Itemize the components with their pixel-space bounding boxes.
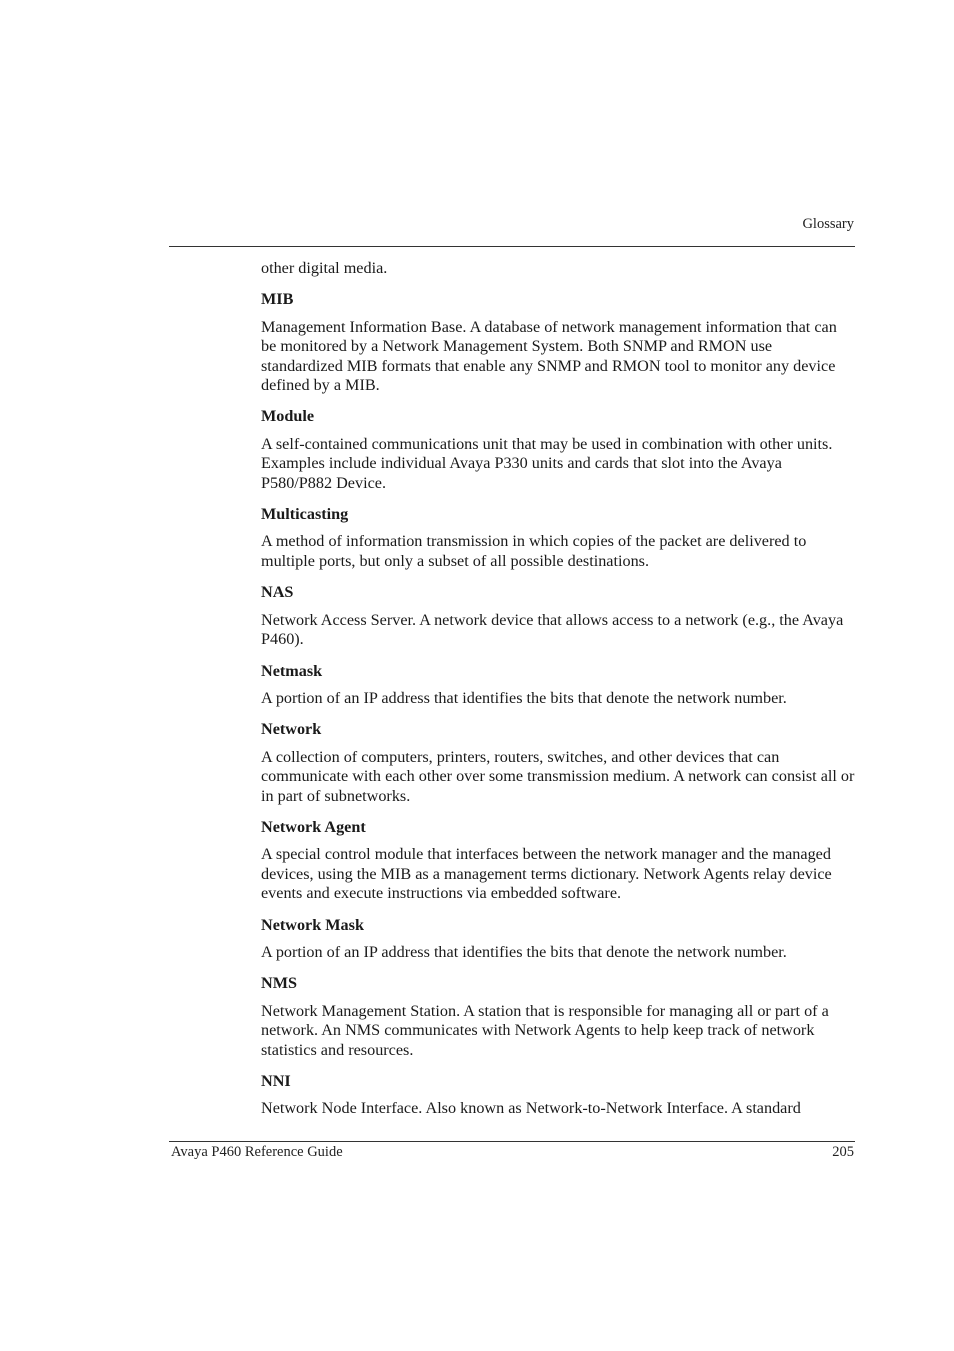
term-network-agent: Network Agent — [261, 817, 366, 836]
definition-nms: Network Management Station. A station that is responsible for managing all or part of a network. An NMS communicates with Network Agents to help keep track of network statistics and resources. — [261, 1001, 829, 1059]
term-nms: NMS — [261, 974, 297, 993]
definition-network: A collection of computers, printers, routers, switches, and other devices that can communicate with each other over some transmission medium. A network can consist all or in part of subnetworks. — [261, 747, 855, 805]
running-header: Glossary — [802, 216, 854, 232]
glossary-entry-module — [261, 407, 855, 493]
definition-network-mask: A portion of an IP address that identifies the bits that denote the network number. — [261, 942, 787, 961]
glossary-entry-mib — [261, 290, 855, 395]
glossary-content — [261, 259, 855, 1131]
glossary-entry-network-agent — [261, 818, 855, 904]
term-netmask: Netmask — [261, 661, 323, 680]
term-network-mask: Network Mask — [261, 915, 364, 934]
glossary-entry-network-mask — [261, 916, 855, 963]
definition-multicasting: A method of information transmission in which copies of the packet are delivered to multiple ports, but only a subset of all possible destinations. — [261, 532, 807, 570]
continued-text: other digital media. — [261, 259, 388, 277]
term-nas: NAS — [261, 583, 294, 602]
glossary-entry-netmask — [261, 662, 855, 709]
definition-netmask: A portion of an IP address that identifies the bits that denote the network number. — [261, 688, 787, 707]
term-nni: NNI — [261, 1072, 291, 1090]
header-divider — [169, 246, 855, 247]
term-mib: MIB — [261, 290, 294, 309]
glossary-entry-multicasting — [261, 505, 855, 571]
glossary-entry-network — [261, 720, 855, 806]
glossary-entry-nms — [261, 974, 855, 1060]
page-number: 205 — [832, 1144, 854, 1160]
term-module: Module — [261, 407, 315, 426]
term-network: Network — [261, 720, 322, 739]
footer-title: Avaya P460 Reference Guide — [171, 1144, 343, 1160]
definition-module: A self-contained communications unit that may be used in combination with other units. Examples include individual Avaya P330 units and cards that slot into the Avaya P580/P882 Device. — [261, 434, 833, 492]
definition-mib: Management Information Base. A database of network management information that can be monitored by a Network Management System. Both SNMP and RMON use standardized MIB formats that enable any SNMP and RMON tool to monitor any device defined by a MIB. — [261, 317, 837, 395]
glossary-entry-nni — [261, 1072, 855, 1119]
definition-network-agent: A special control module that interfaces between the network manager and the managed devices, using the MIB as a management terms dictionary. Network Agents relay device events and execute instructions via embedded software. — [261, 845, 832, 903]
footer-divider — [169, 1141, 855, 1142]
term-multicasting: Multicasting — [261, 505, 349, 524]
definition-nas: Network Access Server. A network device that allows access to a network (e.g., the Avaya P460). — [261, 610, 844, 649]
definition-nni: Network Node Interface. Also known as Network-to-Network Interface. A standard — [261, 1099, 801, 1118]
glossary-entry-nas — [261, 583, 855, 649]
